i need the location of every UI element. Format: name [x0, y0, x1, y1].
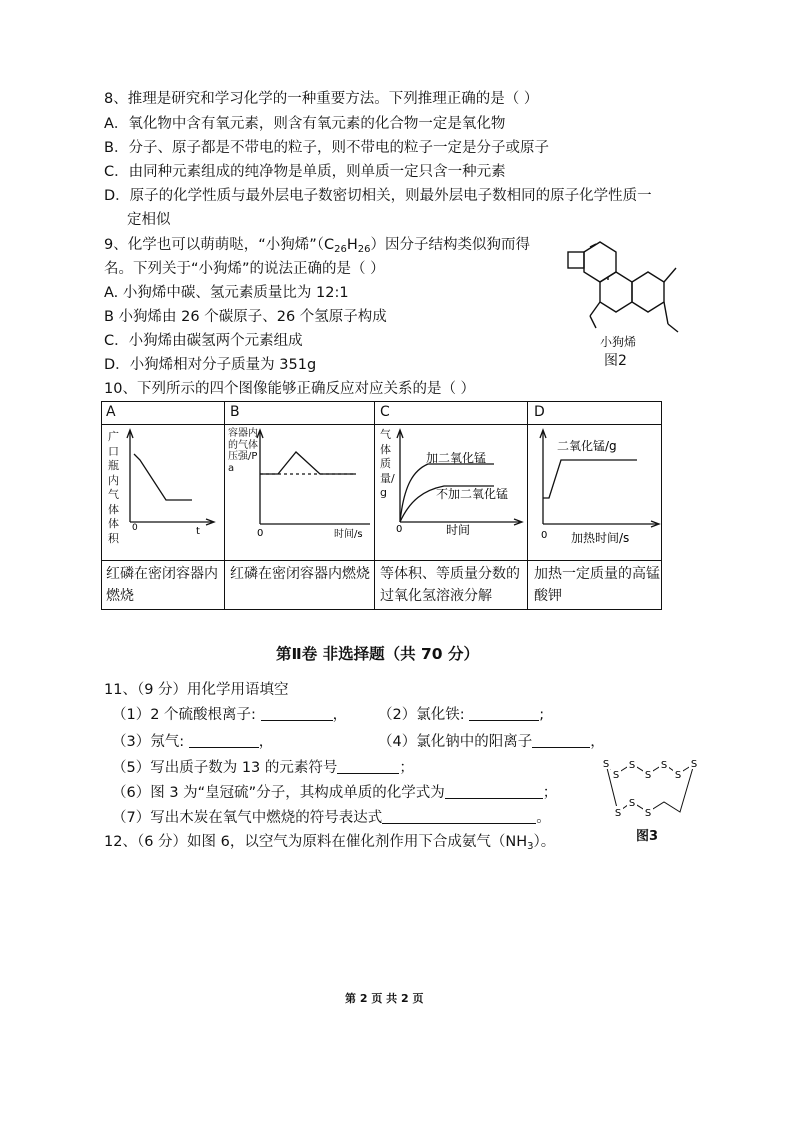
q11-stem: 11、（9 分）用化学用语填空	[104, 682, 289, 698]
answer-blank[interactable]	[337, 759, 399, 774]
q9-stem-line2: 名。下列关于“小狗烯”的说法正确的是（ ）	[104, 261, 385, 277]
graph-a	[102, 424, 224, 560]
graph-c-line1-label: 加二氧化锰	[426, 451, 487, 465]
q9-option-d: D．小狗烯相对分子质量为 351g	[104, 357, 317, 373]
sulfur-atom: S	[628, 798, 636, 809]
q9-stem-part: 9、化学也可以萌萌哒，“小狗烯”（C	[104, 237, 335, 253]
sulfur-atom: S	[674, 770, 682, 781]
part-end: ，	[590, 734, 605, 750]
q9-stem-part: ）因分子结构类似狗而得	[370, 237, 530, 253]
part-end: ，	[258, 734, 274, 750]
part-label: （6）图 3 为“皇冠硫”分子，其构成单质的化学式为	[112, 785, 445, 801]
q12-stem-part: ）。	[533, 834, 556, 850]
sulfur-atom: S	[628, 760, 636, 771]
q10-graph-table	[101, 401, 662, 610]
q10-stem: 10、下列所示的四个图像能够正确反应对应关系的是（ ）	[104, 381, 476, 397]
q11-part2	[378, 706, 544, 724]
sulfur-atom: S	[614, 808, 622, 819]
q9-stem-line1	[104, 236, 530, 259]
sulfur-atoms	[601, 757, 699, 819]
graph-a-ylabel: 广口瓶内气体体积	[108, 430, 119, 545]
formula-subscript: 26	[357, 244, 371, 255]
q11-part4	[378, 733, 605, 751]
graph-d	[527, 424, 663, 560]
part-label: （7）写出木炭在氧气中燃烧的符号表达式	[112, 810, 383, 826]
part-label: （1）2 个硫酸根离子:	[112, 707, 256, 723]
graph-c-ylabel: 气体质量/g	[380, 428, 395, 499]
fig2-caption: 图2	[604, 353, 627, 369]
part-label: （3）氖气:	[112, 734, 185, 750]
cell-c-caption: 等体积、等质量分数的过氧化氢溶液分解	[380, 566, 520, 604]
graph-a-xlabel: t	[196, 526, 200, 537]
q8-option-d-line2: 定相似	[127, 212, 171, 228]
part-end: ;	[539, 707, 545, 723]
q11-part3	[112, 733, 273, 751]
table-divider	[102, 560, 661, 561]
part-end: 。	[536, 810, 551, 826]
answer-blank[interactable]	[469, 706, 539, 721]
cell-b-caption: 红磷在密闭容器内燃烧	[230, 566, 370, 582]
crown-sulfur-figure	[598, 752, 702, 832]
q8-option-a: A．氧化物中含有氧元素，则含有氧元素的化合物一定是氧化物	[104, 116, 506, 132]
cell-d-head: D	[534, 404, 545, 420]
q8-option-b: B．分子、原子都是不带电的粒子，则不带电的粒子一定是分子或原子	[104, 140, 549, 156]
formula-h: H	[346, 237, 358, 253]
q12-stem-part: 12、（6 分）如图 6，以空气为原料在催化剂作用下合成氨气（NH	[104, 834, 528, 850]
graph-d-xlabel: 加热时间/s	[571, 531, 630, 545]
page-footer: 第 2 页 共 2 页	[345, 992, 424, 1005]
section2-title: 第Ⅱ卷 非选择题（共 70 分）	[276, 645, 479, 663]
sulfur-atom: S	[690, 759, 698, 770]
part-end: ；	[542, 785, 558, 801]
q8-stem: 8、推理是研究和学习化学的一种重要方法。下列推理正确的是（ ）	[104, 91, 539, 107]
part-end: ；	[399, 760, 414, 776]
formula-subscript: 3	[527, 841, 534, 852]
answer-blank[interactable]	[189, 733, 259, 748]
part-end: ，	[332, 707, 348, 723]
graph-d-ylabel: 二氧化锰/g	[557, 439, 617, 453]
cell-b-head: B	[230, 404, 240, 420]
cell-c-head: C	[380, 404, 390, 420]
cell-a-head: A	[106, 404, 116, 420]
sulfur-atom: S	[612, 770, 620, 781]
part-label: （4）氯化钠中的阳离子	[378, 734, 533, 750]
graph-c-origin: 0	[396, 524, 403, 535]
fig3-caption: 图3	[636, 829, 659, 844]
answer-blank[interactable]	[445, 784, 543, 799]
q9-option-b: B 小狗烯由 26 个碳原子、26 个氢原子构成	[104, 309, 387, 325]
q12-stem	[104, 833, 555, 856]
answer-blank[interactable]	[261, 706, 333, 721]
sulfur-atom: S	[644, 770, 652, 781]
graph-a-origin: 0	[132, 523, 138, 533]
graph-c-xlabel: 时间	[446, 523, 471, 537]
q11-part6	[112, 784, 557, 802]
part-label: （2）氯化铁:	[378, 707, 465, 723]
q8-option-d-line1: D．原子的化学性质与最外层电子数密切相关，则最外层电子数相同的原子化学性质一	[104, 188, 652, 204]
fig2-label: 小狗烯	[600, 335, 637, 349]
sulfur-atom: S	[644, 808, 652, 819]
graph-b-origin: 0	[257, 528, 264, 539]
q9-option-a: A. 小狗烯中碳、氢元素质量比为 12:1	[104, 285, 349, 301]
graph-c	[374, 424, 527, 560]
q11-part5	[112, 759, 414, 777]
graph-b-ylabel: 容器内的气体压强/Pa	[228, 428, 258, 474]
cell-a-caption: 红磷在密闭容器内燃烧	[106, 566, 218, 604]
q9-option-c: C．小狗烯由碳氢两个元素组成	[104, 333, 303, 349]
formula-subscript: 26	[334, 244, 347, 255]
cell-d-caption: 加热一定质量的高锰酸钾	[534, 566, 660, 604]
part-label: （5）写出质子数为 13 的元素符号	[112, 760, 338, 776]
graph-b-xlabel: 时间/s	[334, 529, 363, 540]
puppy-molecule-figure	[560, 232, 690, 342]
q11-part1	[112, 706, 347, 724]
q11-part7	[112, 809, 551, 827]
sulfur-atom: S	[660, 760, 668, 771]
graph-d-origin: 0	[541, 530, 548, 541]
q8-option-c: C．由同种元素组成的纯净物是单质，则单质一定只含一种元素	[104, 164, 506, 180]
answer-blank[interactable]	[532, 733, 590, 748]
answer-blank[interactable]	[382, 809, 536, 824]
sulfur-atom: S	[602, 759, 610, 770]
graph-c-line2-label: 不加二氧化锰	[436, 487, 509, 501]
